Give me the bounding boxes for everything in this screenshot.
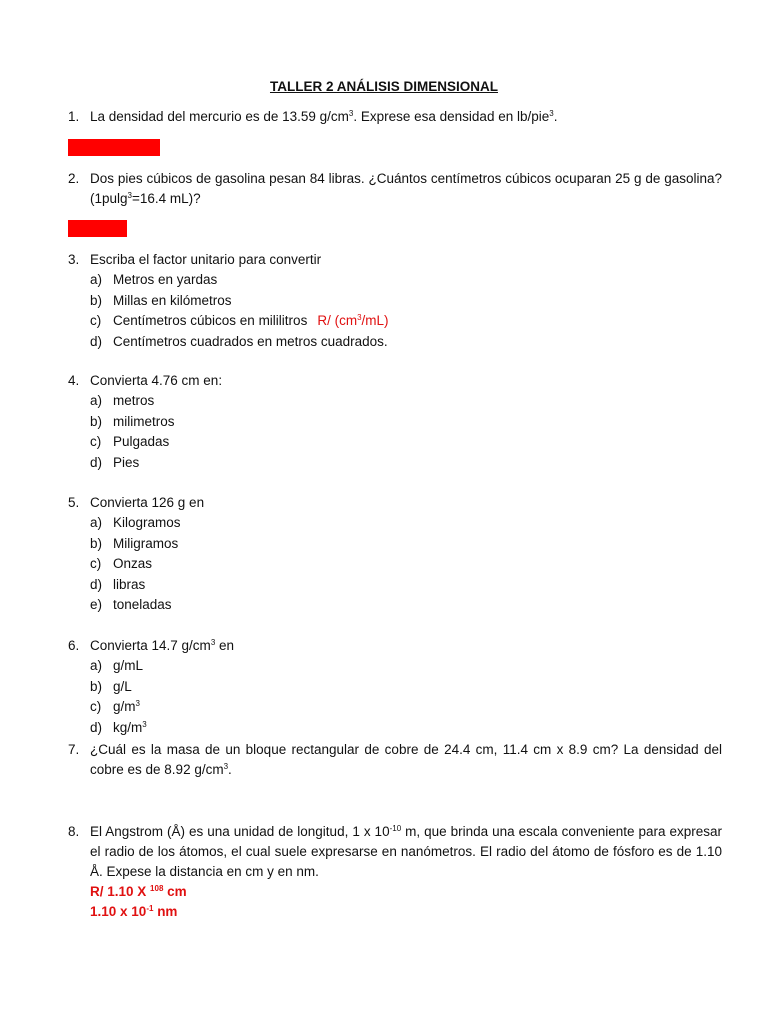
option: d) libras: [90, 576, 146, 592]
question-number: 5.: [68, 495, 80, 510]
option: d) Centímetros cuadrados en metros cuadrados.: [90, 333, 388, 349]
answer-text: R/ $(cm^3/mL)$: [317, 313, 389, 328]
document-title: TALLER 2 ANÁLISIS DIMENSIONAL: [269, 79, 498, 94]
answer-text: 1.10 x $10^{-1}$ nm: [90, 904, 178, 919]
question-3: [68, 250, 722, 352]
question-text: Escriba el factor unitario para convertir: [90, 252, 322, 267]
question-7: [68, 740, 722, 780]
option: a) Kilogramos: [90, 515, 181, 530]
question-4: [68, 371, 722, 473]
option: b) g/L: [90, 678, 132, 694]
question-number: 1.: [68, 109, 80, 124]
question-number: 7.: [68, 742, 80, 757]
redaction-box: [68, 220, 127, 237]
option: b) Millas en kilómetros: [90, 292, 232, 308]
option: c) $g/m^3$: [90, 699, 140, 714]
question-6: [68, 636, 722, 738]
option: e) toneladas: [90, 597, 172, 612]
answer-text: R/ 1.10 X $^{108}$ cm: [90, 884, 187, 899]
question-number: 4.: [68, 373, 80, 388]
question-text: Convierta 126 g en: [90, 495, 205, 510]
question-text: La densidad del mercurio es de 13.59 $g/cm^3$. Exprese esa densidad en lb/pie$^3$.: [90, 109, 558, 124]
question-number: 2.: [68, 171, 80, 186]
option: d) Pies: [90, 454, 140, 470]
option: c) Pulgadas: [90, 434, 170, 449]
question-8: [68, 822, 722, 922]
question-text: Dos pies cúbicos de gasolina pesan 84 libras. ¿Cuántos centímetros cúbicos ocuparan 25 g de gasolina? (1pulg$^3$=16.4 mL)?: [90, 171, 722, 206]
question-1: [68, 107, 722, 127]
question-text: El Angstrom (Å) es una unidad de longitud, 1 x $10^{-10}$ m, que brinda una escala conveniente para expresar el radio de los átomos, el cual suele expresarse en nanómetros. El radio del átomo de fósforo es de 1.10 Å. Expese la distancia en cm y en nm.: [90, 824, 723, 879]
question-number: 6.: [68, 638, 80, 653]
question-number: 8.: [68, 824, 80, 839]
question-2: [68, 169, 722, 209]
option: d) $kg/m^3$: [90, 719, 147, 735]
option: a) Metros en yardas: [90, 272, 218, 287]
question-text: ¿Cuál es la masa de un bloque rectangular de cobre de 24.4 cm, 11.4 cm x 8.9 cm? La densidad del cobre es de 8.92 $g/cm^3$.: [90, 742, 722, 777]
redaction-box: [68, 139, 160, 156]
option: c) Centímetros cúbicos en mililitros R/ $(cm^3/mL)$: [90, 313, 389, 328]
question-text: Convierta 4.76 cm en:: [90, 373, 223, 388]
question-5: [68, 493, 722, 616]
question-number: 3.: [68, 252, 80, 267]
option: a) g/mL: [90, 658, 144, 673]
option: b) milimetros: [90, 413, 175, 429]
option: b) Miligramos: [90, 535, 179, 551]
option: c) Onzas: [90, 556, 153, 571]
question-text: Convierta 14.7 $g/cm^3$ en: [90, 638, 235, 653]
option: a) metros: [90, 393, 155, 408]
